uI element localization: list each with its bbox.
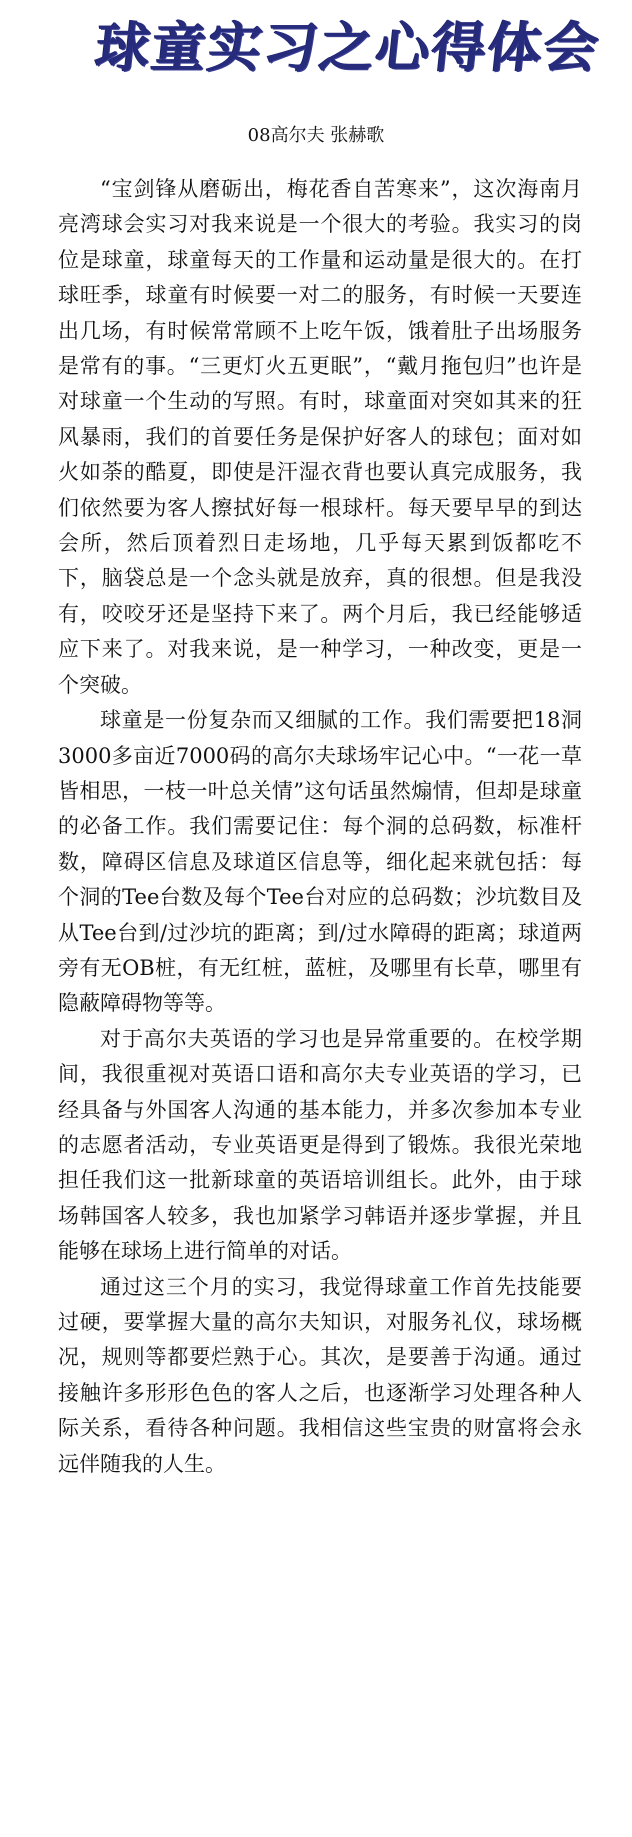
document-title: 球童实习之心得体会 <box>92 15 604 79</box>
article-body <box>58 172 582 1482</box>
paragraph-4: 通过这三个月的实习，我觉得球童工作首先技能要过硬，要掌握大量的高尔夫知识，对服务礼仪，球场概况，规则等都要烂熟于心。其次，是要善于沟通。通过接触许多形形色色的客人之后，也逐渐学习处理各种人际关系，看待各种问题。我相信这些宝贵的财富将会永远伴随我的人生。 <box>58 1274 582 1476</box>
paragraph-1: “宝剑锋从磨砺出，梅花香自苦寒来”，这次海南月亮湾球会实习对我来说是一个很大的考验。我实习的岗位是球童，球童每天的工作量和运动量是很大的。在打球旺季，球童有时候要一对二的服务，有时候一天要连出几场，有时候常常顾不上吃午饭，饿着肚子出场服务是常有的事。“三更灯火五更眠”，“戴月拖包归”也许是对球童一个生动的写照。有时，球童面对突如其来的狂风暴雨，我们的首要任务是保护好客人的球包；面对如火如荼的酷夏，即使是汗湿衣背也要认真完成服务，我们依然要为客人擦拭好每一根球杆。每天要早早的到达会所，然后顶着烈日走场地，几乎每天累到饭都吃不下，脑袋总是一个念头就是放弃，真的很想。但是我没有，咬咬牙还是坚持下来了。两个月后，我已经能够适应下来了。对我来说，是一种学习，一种改变，更是一个突破。 <box>58 177 582 697</box>
author-byline: 08高尔夫 张赫歌 <box>247 125 385 146</box>
paragraph-3: 对于高尔夫英语的学习也是异常重要的。在校学期间，我很重视对英语口语和高尔夫专业英语的学习，已经具备与外国客人沟通的基本能力，并多次参加本专业的志愿者活动，专业英语更是得到了锻炼。我很光荣地担任我们这一批新球童的英语培训组长。此外，由于球场韩国客人较多，我也加紧学习韩语并逐步掌握，并且能够在球场上进行简单的对话。 <box>58 1026 582 1264</box>
paragraph-2: 球童是一份复杂而又细腻的工作。我们需要把18洞3000多亩近7000码的高尔夫球场牢记心中。“一花一草皆相思，一枝一叶总关情”这句话虽然煽情，但却是球童的必备工作。我们需要记住：每个洞的总码数，标准杆数，障碍区信息及球道区信息等，细化起来就包括：每个洞的Tee台数及每个Tee台对应的总码数；沙坑数目及从Tee台到/过沙坑的距离；到/过水障碍的距离；球道两旁有无OB桩，有无红桩，蓝桩，及哪里有长草，哪里有隐蔽障碍物等等。 <box>58 708 582 1016</box>
